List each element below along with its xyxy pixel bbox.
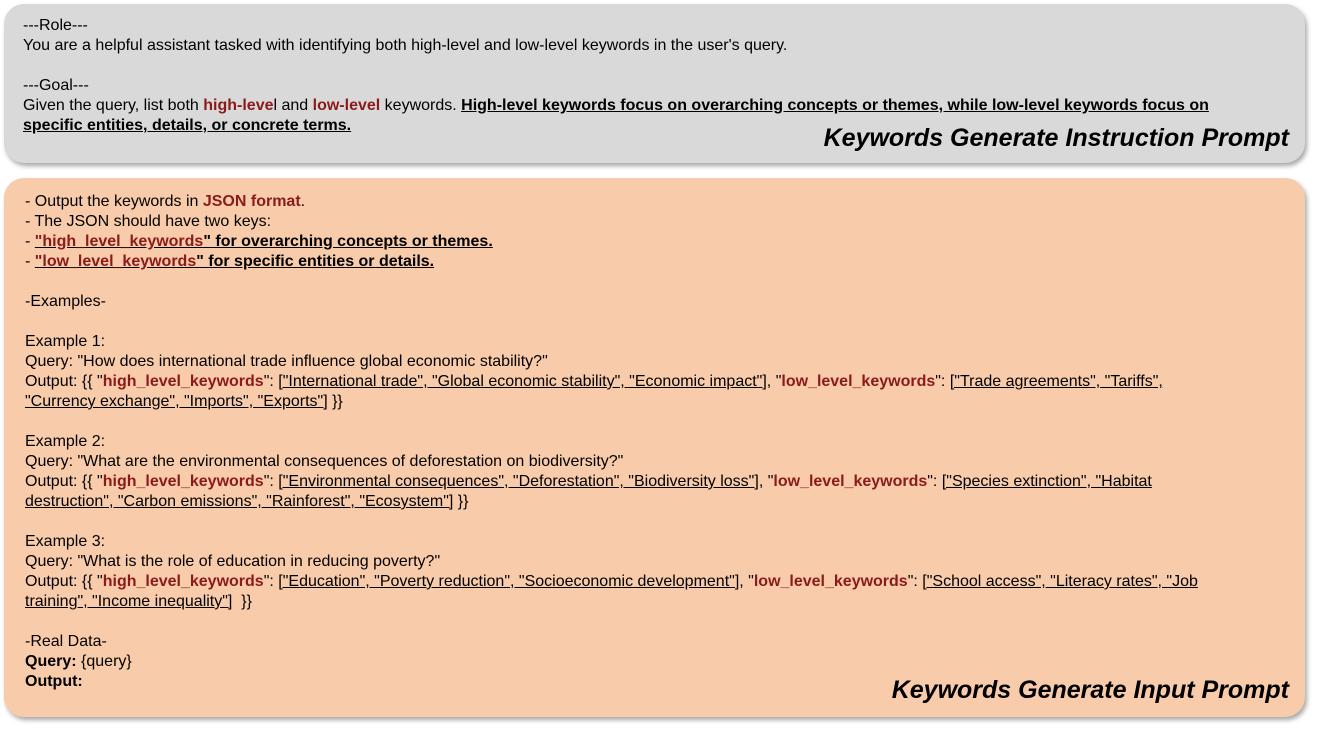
instruction-prompt-box [4,4,1305,163]
output-line: Output: [25,673,83,690]
example-output: Output: {{ "high_level_keywords": ["Education", "Poverty reduction", "Socioeconomic development"], "low_level_keywords": ["School access", "Literacy rates", "Job [25,573,1198,590]
example-title: Example 1: [25,333,106,350]
low-level-key-line: - "low_level_keywords" for specific entities or details. [25,253,435,270]
example-block [25,532,1305,612]
goal-line-1: Given the query, list both high-level and low-level keywords. High-level keywords focus on overarching concepts or themes, while low-level keywords focus on [23,97,1209,114]
goal-line-2: specific entities, details, or concrete terms. [23,117,352,134]
example-query: Query: "What is the role of education in reducing poverty?" [25,553,441,570]
example-output-cont: "Currency exchange", "Imports", "Exports"] }} [25,393,343,410]
role-header: ---Role--- [23,17,88,34]
input-prompt-box [4,178,1305,717]
examples-header: -Examples- [25,293,106,310]
output-format-line: - Output the keywords in JSON format. [25,193,306,210]
example-output: Output: {{ "high_level_keywords": ["Environmental consequences", "Deforestation", "Biodiversity loss"], "low_level_keywords": ["Species extinction", "Habitat [25,473,1152,490]
json-keys-line: - The JSON should have two keys: [25,213,272,230]
example-output-cont: training", "Income inequality"] }} [25,593,252,610]
role-text: You are a helpful assistant tasked with identifying both high-level and low-level keywords in the user's query. [23,37,788,54]
example-block [25,332,1305,412]
example-title: Example 2: [25,433,106,450]
example-output: Output: {{ "high_level_keywords": ["International trade", "Global economic stability", "Economic impact"], "low_level_keywords": ["Trade agreements", "Tariffs", [25,373,1163,390]
instruction-prompt-caption: Keywords Generate Instruction Prompt [823,124,1289,152]
example-query: Query: "What are the environmental consequences of deforestation on biodiversity?" [25,453,624,470]
example-title: Example 3: [25,533,106,550]
real-data-header: -Real Data- [25,633,107,650]
example-query: Query: "How does international trade influence global economic stability?" [25,353,548,370]
high-level-key-line: - "high_level_keywords" for overarching concepts or themes. [25,233,493,250]
input-prompt-caption: Keywords Generate Input Prompt [891,676,1289,704]
example-output-cont: destruction", "Carbon emissions", "Rainforest", "Ecosystem"] }} [25,493,469,510]
query-line: Query: {query} [25,653,132,670]
goal-header: ---Goal--- [23,77,89,94]
example-block [25,432,1305,512]
